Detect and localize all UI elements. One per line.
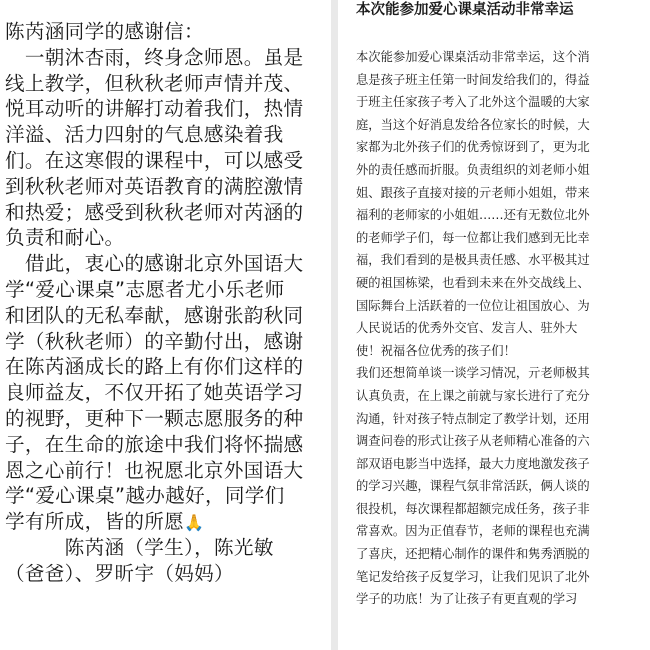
letter-line: 姐、跟孩子直接对接的亓老师小姐姐，带来 bbox=[356, 185, 590, 200]
letter-line: 于班主任家孩子考入了北外这个温暖的大家 bbox=[356, 95, 590, 110]
letter-line: 福利的老师家的小姐姐……还有无数位北外 bbox=[356, 208, 590, 223]
letter-line: 很投机，每次课程都超额完成任务，孩子非 bbox=[356, 501, 590, 516]
letter-line: 洋溢、活力四射的气息感染着我 bbox=[5, 123, 284, 147]
left-letter-body bbox=[0, 0, 331, 587]
letter-line: 负责和耐心。 bbox=[5, 226, 125, 250]
letter-line: 国际舞台上活跃着的一位位让祖国放心、为 bbox=[356, 298, 590, 313]
letter-line: 良师益友，不仅开拓了她英语学习 bbox=[5, 381, 304, 405]
letter-line: 学有所成，皆的所愿 bbox=[5, 510, 185, 534]
letter-line: 悦耳动听的讲解打动着我们，热情 bbox=[5, 97, 304, 121]
letter-line: 息是孩子班主任第一时间发给我们的，得益 bbox=[356, 72, 590, 87]
letter-line: 和热爱；感受到秋秋老师对芮涵的 bbox=[5, 200, 304, 224]
letter-line: 沟通，针对孩子特点制定了教学计划，还用 bbox=[356, 411, 590, 426]
letter-line: 人民说话的优秀外交官、发言人、驻外大 bbox=[356, 321, 578, 336]
letter-line: 使！祝福各位优秀的孩子们！ bbox=[356, 343, 516, 358]
letter-line: 线上教学，但秋秋老师声情并茂、 bbox=[5, 71, 304, 95]
letter-line: 认真负责，在上课之前就与家长进行了充分 bbox=[356, 388, 590, 403]
right-letter-title: 本次能参加爱心课桌活动非常幸运 bbox=[356, 2, 574, 18]
letter-line: 的视野，更种下一颗志愿服务的种 bbox=[5, 406, 304, 430]
letter-line: 笔记发给孩子反复学习，让我们见识了北外 bbox=[356, 569, 590, 584]
right-letter-body bbox=[338, 26, 650, 611]
letter-line: 了喜庆，还把精心制作的课件和隽秀洒脱的 bbox=[356, 547, 590, 562]
letter-line: 家都为北外孩子们的优秀惊讶到了，更为北 bbox=[356, 140, 590, 155]
letter-line: 学“爱心课桌”越办越好，同学们 bbox=[5, 484, 285, 508]
letter-line: 外的责任感而折服。负责组织的刘老师小姐 bbox=[356, 162, 590, 177]
letter-title: 陈芮涵同学的感谢信： bbox=[5, 20, 204, 43]
letter-line: 学子的功底！为了让孩子有更直观的学习 bbox=[356, 592, 578, 607]
letter-line: 常喜欢。因为正值春节，老师的课程也充满 bbox=[356, 524, 590, 539]
letter-line: 的老师学子们，每一位都让我们感到无比幸 bbox=[356, 230, 590, 245]
letter-line: 一朝沐杏雨，终身念师恩。虽是 bbox=[5, 45, 304, 69]
letter-line: 和团队的无私奉献，感谢张韵秋同 bbox=[5, 303, 304, 327]
letter-line: 本次能参加爱心课桌活动非常幸运，这个消 bbox=[356, 50, 590, 64]
letter-line: 学“爱心课桌”志愿者尤小乐老师 bbox=[5, 277, 285, 301]
folded-hands-icon: 🙏 bbox=[184, 513, 205, 533]
letter-line: 们。在这寒假的课程中，可以感受 bbox=[5, 148, 304, 172]
letter-line: 我们还想简单谈一谈学习情况，亓老师极其 bbox=[356, 366, 590, 381]
letter-line: 福，我们看到的是极具责任感、水平极其过 bbox=[356, 253, 590, 268]
letter-line: 子，在生命的旅途中我们将怀揣感 bbox=[5, 432, 304, 456]
letter-line: 硬的祖国栋梁，也看到未来在外交战线上、 bbox=[356, 275, 590, 290]
letter-line: 学（秋秋老师）的辛勤付出，感谢 bbox=[5, 329, 304, 353]
letter-line: 借此，衷心的感谢北京外国语大 bbox=[5, 252, 304, 276]
letter-signature: 陈芮涵（学生），陈光敏 bbox=[5, 535, 274, 559]
letter-line: 庭，当这个好消息发给各位家长的时候，大 bbox=[356, 117, 590, 132]
letter-line: 恩之心前行！也祝愿北京外国语大 bbox=[5, 458, 304, 482]
letter-line: 调查问卷的形式让孩子从老师精心准备的六 bbox=[356, 434, 590, 449]
letter-line: 的学习兴趣，课程气氛非常活跃，俩人谈的 bbox=[356, 479, 590, 494]
letter-line: 到秋秋老师对英语教育的满腔激情 bbox=[5, 174, 304, 198]
letter-signature: （爸爸）、罗昕宇（妈妈） bbox=[5, 561, 234, 585]
letter-line: 部双语电影当中选择，最大力度地激发孩子 bbox=[356, 456, 590, 471]
right-letter-panel bbox=[338, 0, 650, 650]
letter-line: 在陈芮涵成长的路上有你们这样的 bbox=[5, 355, 304, 379]
